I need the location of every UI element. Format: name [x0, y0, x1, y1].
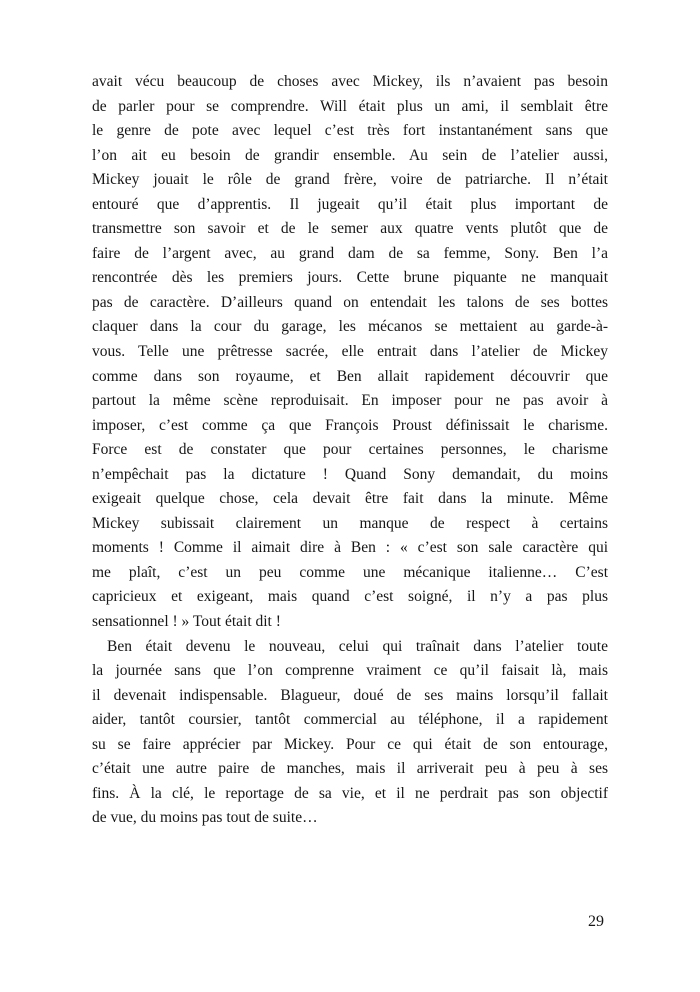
text-line: partout la même scène reproduisait. En imposer pour ne pas avoir à — [92, 392, 608, 410]
text-line: c’était une autre paire de manches, mais il arriverait peu à peu à ses — [92, 760, 608, 778]
text-line: Mickey subissait clairement un manque de respect à certains — [92, 514, 608, 532]
text-line: vous. Telle une prêtresse sacrée, elle entrait dans l’atelier de Mickey — [92, 343, 608, 361]
text-line: la journée sans que l’on comprenne vraiment ce qu’il faisait là, mais — [92, 662, 608, 680]
page-number: 29 — [588, 913, 604, 930]
text-line: Mickey jouait le rôle de grand frère, voire de patriarche. Il n’était — [92, 171, 608, 189]
text-line: de parler pour se comprendre. Will était plus un ami, il semblait être — [92, 97, 608, 115]
text-line: su se faire apprécier par Mickey. Pour ce qui était de son entourage, — [92, 735, 608, 753]
text-line: Ben était devenu le nouveau, celui qui traînait dans l’atelier toute — [107, 637, 608, 655]
text-line: capricieux et exigeant, mais quand c’est soigné, il n’y a pas plus — [92, 588, 608, 606]
text-line: sensationnel ! » Tout était dit ! — [92, 613, 281, 631]
text-line: aider, tantôt coursier, tantôt commercial au téléphone, il a rapidement — [92, 711, 608, 729]
text-line: pas de caractère. D’ailleurs quand on entendait les talons de ses bottes — [92, 293, 608, 311]
text-line: avait vécu beaucoup de choses avec Mickey, ils n’avaient pas besoin — [92, 73, 608, 90]
text-line: il devenait indispensable. Blagueur, doué de ses mains lorsqu’il fallait — [92, 686, 608, 704]
text-line: rencontrée dès les premiers jours. Cette brune piquante ne manquait — [92, 269, 608, 287]
body-text — [92, 70, 608, 831]
text-line: n’empêchait pas la dictature ! Quand Sony demandait, du moins — [92, 465, 608, 483]
text-line: me plaît, c’est un peu comme une mécanique italienne… C’est — [92, 563, 608, 581]
text-line: le genre de pote avec lequel c’est très fort instantanément sans que — [92, 122, 608, 140]
text-line: imposer, c’est comme ça que François Proust définissait le charisme. — [92, 416, 608, 434]
text-line: de vue, du moins pas tout de suite… — [92, 809, 318, 827]
text-line: claquer dans la cour du garage, les mécanos se mettaient au garde-à- — [92, 318, 608, 336]
text-line: exigeait quelque chose, cela devait être fait dans la minute. Même — [92, 490, 608, 508]
text-line: l’on ait eu besoin de grandir ensemble. Au sein de l’atelier aussi, — [92, 146, 608, 164]
text-line: comme dans son royaume, et Ben allait rapidement découvrir que — [92, 367, 608, 385]
text-line: fins. À la clé, le reportage de sa vie, et il ne perdrait pas son objectif — [92, 784, 608, 802]
text-line: entouré que d’apprentis. Il jugeait qu’il était plus important de — [92, 195, 608, 213]
text-line: Force est de constater que pour certaines personnes, le charisme — [92, 441, 608, 459]
text-line: faire de l’argent avec, au grand dam de sa femme, Sony. Ben l’a — [92, 244, 608, 262]
text-line: transmettre son savoir et de le semer aux quatre vents plutôt que de — [92, 220, 608, 238]
text-line: moments ! Comme il aimait dire à Ben : « c’est son sale caractère qui — [92, 539, 608, 557]
